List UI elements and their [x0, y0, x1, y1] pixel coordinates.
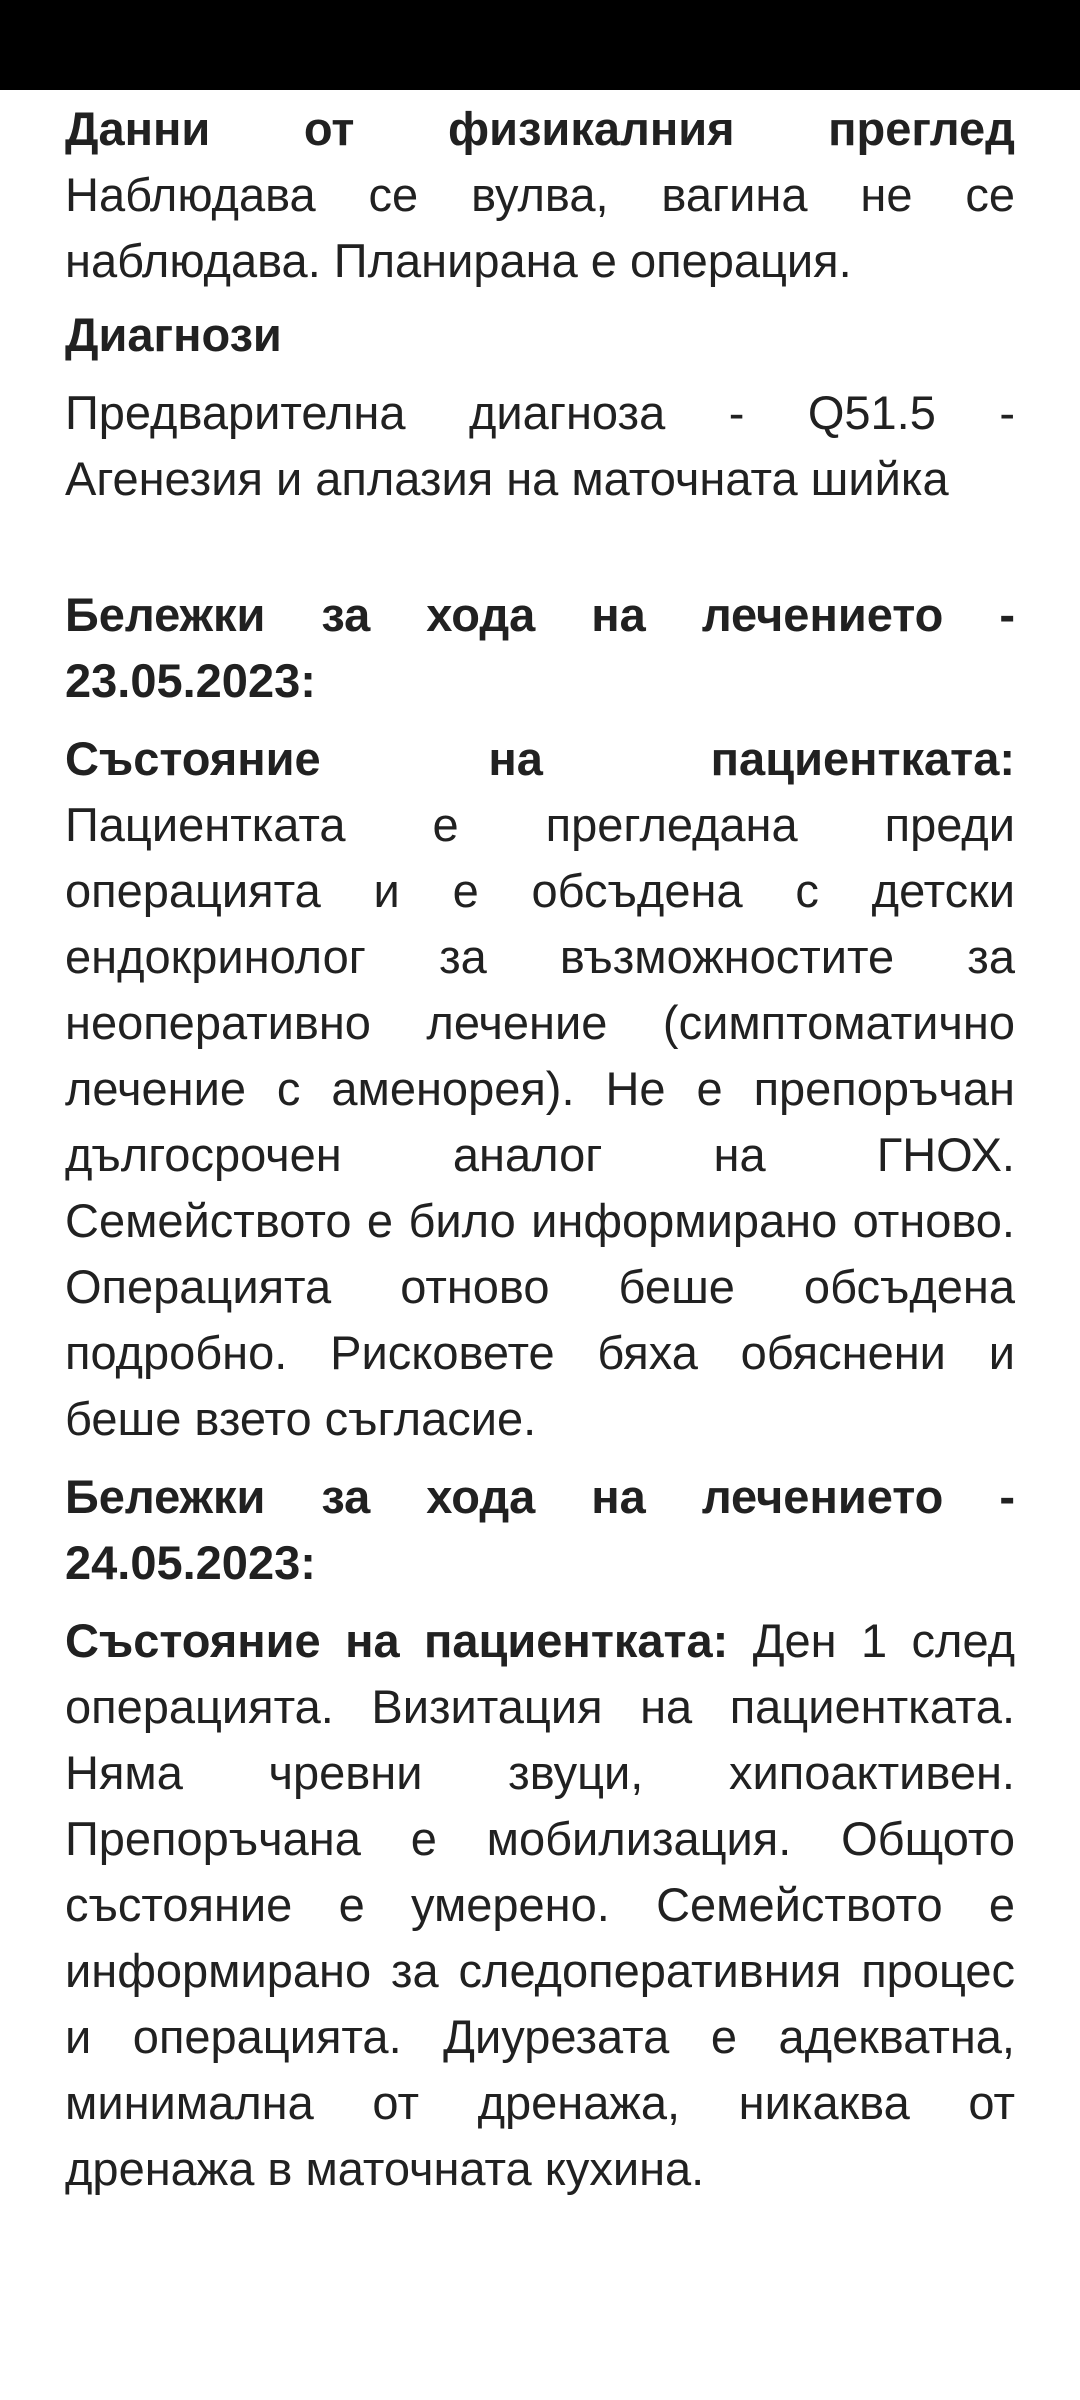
note1-section: [65, 726, 1015, 1452]
note2-text: Ден 1 след операцията. Визитация на пациентката. Няма чревни звуци, хипоактивен. Препоръчана е мобилизация. Общото състояние е умерено. Семейството е информирано за следоперативния процес и операцията. Диурезата е адекватна, минимална от дренажа, никаква от дренажа в маточната кухина.: [65, 1614, 1015, 2195]
exam-heading: Данни от физикалния преглед: [65, 102, 1015, 155]
status-bar: [0, 0, 1080, 90]
diagnoses-heading: Диагнози: [65, 308, 282, 361]
document-content: [65, 96, 1015, 2202]
note1-text: Пациентката е прегледана преди операцията и е обсъдена с детски ендокринолог за възможностите за неоперативно лечение (симптоматично лечение с аменорея). Не е препоръчан дългосрочен аналог на ГНОХ. Семейството е било информирано отново. Операцията отново беше обсъдена подробно. Рисковете бяха обяснени и беше взето съгласие.: [65, 798, 1015, 1445]
note1-heading: Бележки за хода на лечението - 23.05.2023:: [65, 588, 1015, 707]
note2-heading: Бележки за хода на лечението - 24.05.2023:: [65, 1470, 1015, 1589]
note1-label: Състояние на пациентката:: [65, 732, 1015, 785]
note2-label: Състояние на пациентката:: [65, 1614, 729, 1667]
exam-text: Наблюдава се вулва, вагина не се наблюдава. Планирана е операция.: [65, 168, 1015, 287]
note2-section: [65, 1608, 1015, 2202]
diagnoses-text: Предварителна диагноза - Q51.5 - Агенезия и аплазия на маточната шийка: [65, 386, 1015, 505]
exam-section: [65, 96, 1015, 294]
